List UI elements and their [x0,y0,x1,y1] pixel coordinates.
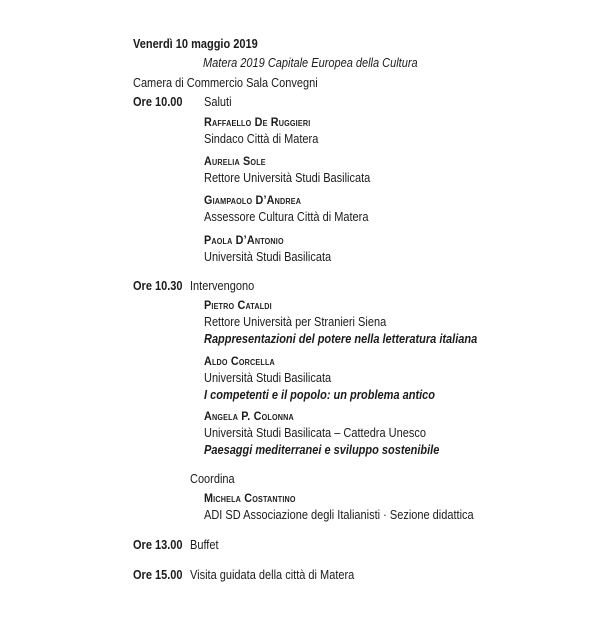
speaker-role: Università Studi Basilicata [204,371,332,385]
speaker-role: Università Studi Basilicata – Cattedra Unesco [204,426,426,440]
speaker-role: Sindaco Città di Matera [204,132,319,146]
session-title: Visita guidata della città di Matera [190,568,355,582]
speaker-role: Rettore Università Studi Basilicata [204,171,371,185]
event-date: Venerdì 10 maggio 2019 [133,37,258,51]
talk-title: I competenti e il popolo: un problema antico [204,388,436,402]
speaker-name: Pietro Cataldi [204,298,272,312]
speaker-role: Assessore Cultura Città di Matera [204,210,369,224]
session-time: Ore 13.00 [133,538,183,552]
speaker-name: Angela P. Colonna [204,409,294,423]
event-title: Matera 2019 Capitale Europea della Cultura [203,56,418,70]
speaker-name: Aurelia Sole [204,154,266,168]
event-venue: Camera di Commercio Sala Convegni [133,76,318,90]
speaker-name: Paola D’Antonio [204,233,284,247]
speaker-name: Raffaello De Ruggieri [204,115,311,129]
session-title: Intervengono [190,279,255,293]
talk-title: Paesaggi mediterranei e sviluppo sostenibile [204,443,440,457]
session-time: Ore 10.00 [133,95,183,109]
chair-name: Michela Costantino [204,491,296,505]
speaker-name: Giampaolo D’Andrea [204,193,302,207]
session-time: Ore 15.00 [133,568,183,582]
speaker-role: Università Studi Basilicata [204,250,332,264]
session-title: Buffet [190,538,219,552]
chair-label: Coordina [190,472,235,486]
session-title: Saluti [204,95,232,109]
speaker-name: Aldo Corcella [204,354,275,368]
talk-title: Rappresentazioni del potere nella letteratura italiana [204,332,478,346]
session-time: Ore 10.30 [133,279,183,293]
speaker-role: Rettore Università per Stranieri Siena [204,315,387,329]
chair-role: ADI SD Associazione degli Italianisti · Sezione didattica [204,508,474,522]
